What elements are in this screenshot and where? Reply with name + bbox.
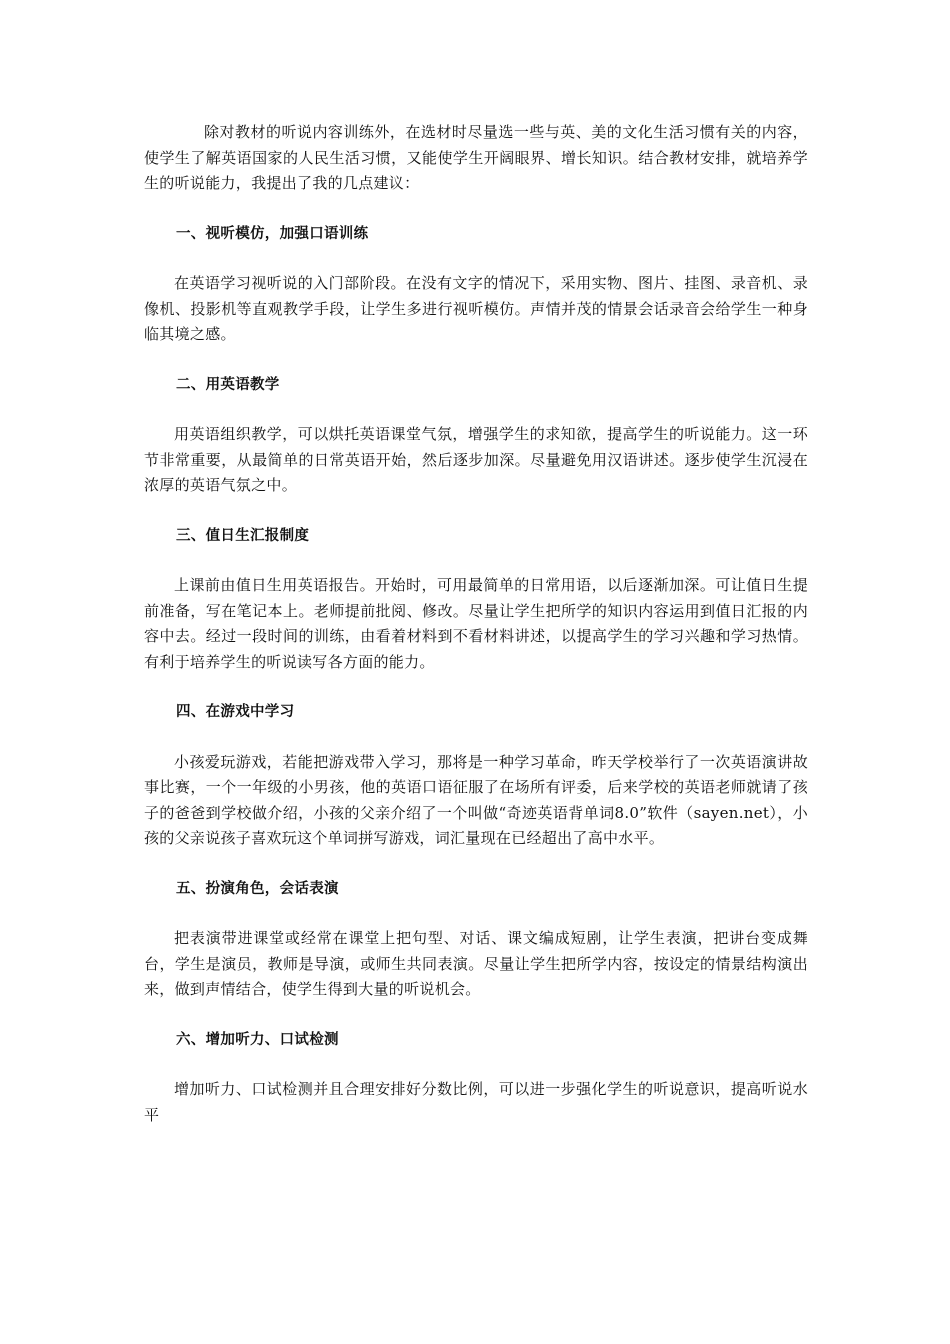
section-heading-6: 六、增加听力、口试检测	[176, 1031, 339, 1048]
spacer	[144, 247, 808, 271]
section-body-4: 小孩爱玩游戏，若能把游戏带入学习，那将是一种学习革命，昨天学校举行了一次英语演讲故事比赛，一个一年级的小男孩，他的英语口语征服了在场所有评委，后来学校的英语老师就请了孩子的爸爸到学校做介绍，小孩的父亲介绍了一个叫做“奇迹英语背单词8.0”软件（sayen.net），小孩的父亲说孩子喜欢玩这个单词拼写游戏，词汇量现在已经超出了高中水平。	[144, 752, 808, 847]
spacer	[144, 902, 808, 926]
spacer	[144, 726, 808, 750]
section-body-3: 上课前由值日生用英语报告。开始时，可用最简单的日常用语，以后逐渐加深。可让值日生提前准备，写在笔记本上。老师提前批阅、修改。尽量让学生把所学的知识内容运用到值日汇报的内容中去。经过一段时间的训练，由看着材料到不看材料讲述，以提高学生的学习兴趣和学习热情。有利于培养学生的听说读写各方面的能力。	[144, 576, 808, 671]
intro-paragraph: 除对教材的听说内容训练外，在选材时尽量选一些与英、美的文化生活习惯有关的内容，使学生了解英语国家的人民生活习惯，又能使学生开阔眼界、增长知识。结合教材安排，就培养学生的听说能力，我提出了我的几点建议：	[144, 123, 808, 192]
section-body-2: 用英语组织教学，可以烘托英语课堂气氛，增强学生的求知欲，提高学生的听说能力。这一环节非常重要，从最简单的日常英语开始，然后逐步加深。尽量避免用汉语讲述。逐步使学生沉浸在浓厚的英语气氛之中。	[144, 425, 808, 494]
section-body-5: 把表演带进课堂或经常在课堂上把句型、对话、课文编成短剧，让学生表演，把讲台变成舞台，学生是演员，教师是导演，或师生共同表演。尽量让学生把所学内容，按设定的情景结构演出来，做到声情结合，使学生得到大量的听说机会。	[144, 929, 808, 998]
spacer	[144, 1003, 808, 1028]
section-heading-1: 一、视听模仿，加强口语训练	[176, 225, 369, 242]
section-heading-2: 二、用英语教学	[176, 376, 280, 393]
spacer	[144, 1053, 808, 1077]
section-heading-4: 四、在游戏中学习	[176, 704, 295, 720]
section-body-1: 在英语学习视听说的入门部阶段。在没有文字的情况下，采用实物、图片、挂图、录音机、录像机、投影机等直观教学手段，让学生多进行视听模仿。声情并茂的情景会话录音会给学生一种身临其境之感。	[144, 274, 808, 343]
section-body-6: 增加听力、口试检测并且合理安排好分数比例，可以进一步强化学生的听说意识，提高听说水平	[144, 1080, 808, 1124]
section-heading-3: 三、值日生汇报制度	[176, 527, 310, 544]
document-page	[144, 120, 808, 1128]
spacer	[144, 852, 808, 877]
spacer	[144, 197, 808, 222]
spacer	[144, 398, 808, 422]
spacer	[144, 549, 808, 573]
spacer	[144, 348, 808, 373]
spacer	[144, 675, 808, 700]
spacer	[144, 499, 808, 524]
section-heading-5: 五、扮演角色，会话表演	[176, 880, 339, 897]
